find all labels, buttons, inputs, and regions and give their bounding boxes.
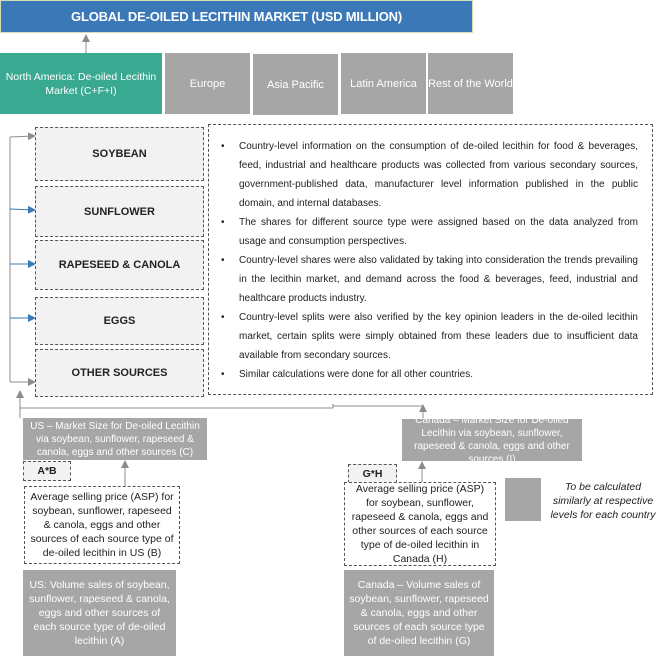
source-eggs: EGGS xyxy=(35,297,204,345)
bullet-icon: • xyxy=(221,217,225,228)
note-item: • Country-level splits were also verified by the key opinion leaders in the de-oiled lecithin market, certain splits were simply obtained from these leaders due to insufficient data available from secondary sources. xyxy=(219,308,638,365)
source-sunflower: SUNFLOWER xyxy=(35,186,204,237)
canada-market-size: Canada – Market Size for De-oiled Lecithin via soybean, sunflower, rapeseed & canola, eggs and other sources (I) xyxy=(402,419,582,461)
region-rest-of-world: Rest of the World xyxy=(428,53,513,114)
bullet-icon: • xyxy=(221,255,225,266)
canada-asp: Average selling price (ASP) for soybean, sunflower, rapeseed & canola, eggs and other sources of each source type of de-oiled lecithin in Canada (H) xyxy=(344,482,496,566)
region-north-america: North America: De-oiled Lecithin Market (C+F+I) xyxy=(0,53,162,114)
note-item: • Country-level shares were also validated by taking into consideration the trends prevailing in the lecithin market, and demand across the food & beverages, feed, industrial and healthcare products industry. xyxy=(219,251,638,308)
bullet-icon: • xyxy=(221,312,225,323)
legend-text: To be calculated similarly at respective levels for each country xyxy=(550,480,656,521)
us-market-size: US – Market Size for De-oiled Lecithin via soybean, sunflower, rapeseed & canola, eggs and other sources (C) xyxy=(23,418,207,460)
methodology-notes xyxy=(208,124,653,395)
source-rapeseed-canola: RAPESEED & CANOLA xyxy=(35,240,204,290)
bullet-icon: • xyxy=(221,141,225,152)
us-volume-sales: US: Volume sales of soybean, sunflower, rapeseed & canola, eggs and other sources of each source type of de-oiled lecithin (A) xyxy=(23,570,176,656)
source-soybean: SOYBEAN xyxy=(35,127,204,181)
arrow-soybean xyxy=(10,136,34,137)
note-item: • Country-level information on the consumption of de-oiled lecithin for food & beverages, feed, industrial and healthcare products was collected from various secondary sources, government-published data, manufacturer level information published in the public domain, and internal databases. xyxy=(219,137,638,213)
region-europe: Europe xyxy=(165,53,250,114)
global-market-title: GLOBAL DE-OILED LECITHIN MARKET (USD MILLION) xyxy=(0,0,473,33)
canada-formula: G*H xyxy=(348,464,397,483)
us-formula: A*B xyxy=(23,461,71,481)
arrow-sunflower xyxy=(10,209,34,210)
note-item: • Similar calculations were done for all other countries. xyxy=(219,365,638,384)
bullet-icon: • xyxy=(221,369,225,380)
region-latin-america: Latin America xyxy=(341,53,426,114)
canada-volume-sales: Canada – Volume sales of soybean, sunflower, rapeseed & canola, eggs and other sources of each source type of de-oiled lecithin (G) xyxy=(344,570,494,656)
us-asp: Average selling price (ASP) for soybean, sunflower, rapeseed & canola, eggs and other sources of each source type of de-oiled lecithin in US (B) xyxy=(24,486,180,564)
source-other: OTHER SOURCES xyxy=(35,349,204,397)
legend-swatch xyxy=(505,478,541,521)
note-item: • The shares for different source type were assigned based on the data analyzed from usage and consumption perspectives. xyxy=(219,213,638,251)
region-asia-pacific: Asia Pacific xyxy=(253,54,338,115)
